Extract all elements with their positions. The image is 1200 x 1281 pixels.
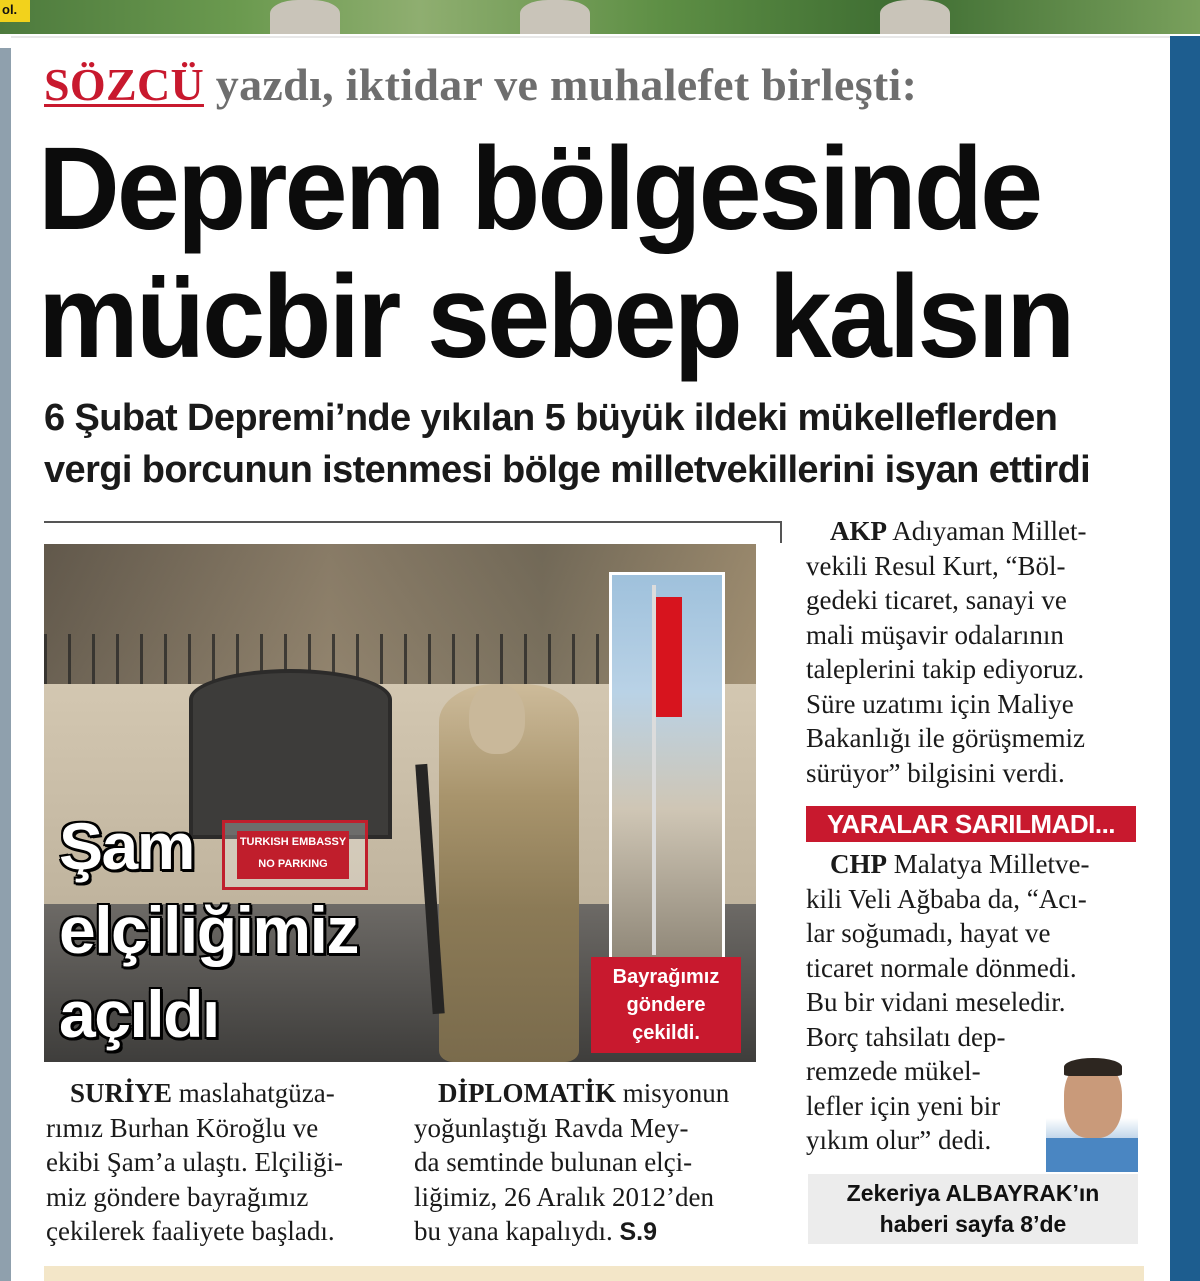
road-shape bbox=[880, 0, 950, 34]
headline-line: mücbir sebep kalsın bbox=[38, 251, 1073, 383]
photo-overlay-line: açıldı bbox=[59, 977, 219, 1051]
byline-line: haberi sayfa 8’de bbox=[879, 1211, 1067, 1237]
paragraph-line: Bakanlığı ile görüşmemiz bbox=[806, 723, 1085, 753]
paragraph-line: rımız Burhan Köroğlu ve bbox=[46, 1112, 319, 1143]
inset-caption-line: göndere bbox=[626, 994, 706, 1016]
kicker-text: yazdı, iktidar ve muhalefet birleşti: bbox=[203, 59, 918, 110]
embassy-photo bbox=[44, 544, 756, 1062]
paragraph-line: gedeki ticaret, sanayi ve bbox=[806, 585, 1067, 615]
paragraph-line: yoğunlaştığı Ravda Mey- bbox=[414, 1112, 689, 1143]
reporter-byline bbox=[808, 1174, 1138, 1244]
section-rule-vertical bbox=[780, 521, 782, 543]
flag-inset-photo bbox=[609, 572, 725, 968]
inset-caption-line: çekildi. bbox=[632, 1022, 700, 1044]
right-margin-bar bbox=[1170, 36, 1200, 1281]
reporter-portrait bbox=[1046, 1052, 1138, 1172]
subheadline bbox=[44, 392, 1144, 496]
paragraph-line: Borç tahsilatı dep- bbox=[806, 1021, 1006, 1052]
paragraph-line: Malatya Milletve- bbox=[887, 849, 1090, 879]
paragraph-line: Süre uzatımı için Maliye bbox=[806, 688, 1074, 719]
article-column-3-top bbox=[806, 514, 1146, 790]
subheadline-line: 6 Şubat Depremi’nde yıkılan 5 büyük ildeki mükelleflerden bbox=[44, 397, 1058, 439]
paragraph-line: çekilerek faaliyete başladı. bbox=[46, 1216, 335, 1246]
article-column-1 bbox=[46, 1076, 406, 1249]
left-margin-bar bbox=[0, 48, 11, 1281]
kicker bbox=[44, 58, 1144, 114]
paragraph-line: sürüyor” bilgisini verdi. bbox=[806, 757, 1065, 788]
turkish-flag bbox=[656, 597, 682, 717]
sign-line: NO PARKING bbox=[258, 858, 328, 870]
paragraph-line: ticaret normale dönmedi. bbox=[806, 952, 1077, 983]
paragraph-line: da semtinde bulunan elçi- bbox=[414, 1147, 693, 1177]
subheadline-line: vergi borcunun istenmesi bölge milletvekillerini isyan ettirdi bbox=[44, 449, 1091, 491]
inset-caption-line: Bayrağımız bbox=[612, 966, 720, 988]
previous-story-tag: ol. bbox=[0, 0, 30, 22]
inset-caption bbox=[591, 957, 741, 1053]
paragraph-line: bu yana kapalıydı. bbox=[414, 1216, 620, 1246]
photo-overlay-line: Şam bbox=[59, 809, 194, 883]
paragraph-line: vekili Resul Kurt, “Böl- bbox=[806, 550, 1066, 581]
paragraph-lead: DİPLOMATİK bbox=[438, 1078, 617, 1108]
paragraph-line: liğimiz, 26 Aralık 2012’den bbox=[414, 1181, 714, 1212]
headline bbox=[38, 125, 1104, 381]
section-banner: YARALAR SARILMADI... bbox=[806, 806, 1136, 842]
paragraph-line: ekibi Şam’a ulaştı. Elçiliği- bbox=[46, 1147, 343, 1177]
paragraph-lead: CHP bbox=[830, 849, 887, 879]
road-shape bbox=[270, 0, 340, 34]
paragraph-lead: SURİYE bbox=[70, 1078, 173, 1108]
photo-overlay-line: elçiliğimiz bbox=[59, 893, 358, 967]
portrait-hair bbox=[1064, 1058, 1122, 1076]
section-rule bbox=[44, 521, 782, 523]
page-reference: S.9 bbox=[619, 1218, 657, 1246]
previous-story-photo-strip bbox=[0, 0, 1200, 34]
article-column-2 bbox=[414, 1076, 764, 1249]
headline-line: Deprem bölgesinde bbox=[38, 123, 1041, 255]
paragraph-line: lefler için yeni bir bbox=[806, 1090, 1001, 1121]
paragraph-lead: AKP bbox=[830, 516, 887, 546]
paragraph-line: miz göndere bayrağımız bbox=[46, 1181, 309, 1212]
photo-overlay-title bbox=[59, 804, 358, 1056]
paragraph-line: Bu bir vidani meseledir. bbox=[806, 987, 1066, 1017]
paragraph-line: taleplerini takip ediyoruz. bbox=[806, 654, 1085, 684]
paragraph-line: lar soğumadı, hayat ve bbox=[806, 918, 1051, 948]
byline-line: Zekeriya ALBAYRAK’ın bbox=[846, 1180, 1100, 1206]
paragraph-line: yıkım olur” dedi. bbox=[806, 1125, 992, 1155]
page-divider bbox=[11, 36, 1170, 38]
road-shape bbox=[520, 0, 590, 34]
soldier-head bbox=[469, 684, 525, 754]
portrait-shirt bbox=[1046, 1138, 1138, 1172]
paragraph-line: maslahatgüza- bbox=[172, 1078, 335, 1108]
paragraph-line: misyonun bbox=[616, 1078, 730, 1108]
paragraph-line: remzede mükel- bbox=[806, 1056, 981, 1086]
sign-line: TURKISH EMBASSY bbox=[239, 836, 347, 848]
kicker-brand: SÖZCÜ bbox=[44, 59, 204, 110]
paragraph-line: kili Veli Ağbaba da, “Acı- bbox=[806, 883, 1087, 914]
paragraph-line: mali müşavir odalarının bbox=[806, 619, 1064, 650]
paragraph-line: Adıyaman Millet- bbox=[887, 516, 1087, 546]
bottom-strip bbox=[44, 1266, 1144, 1281]
